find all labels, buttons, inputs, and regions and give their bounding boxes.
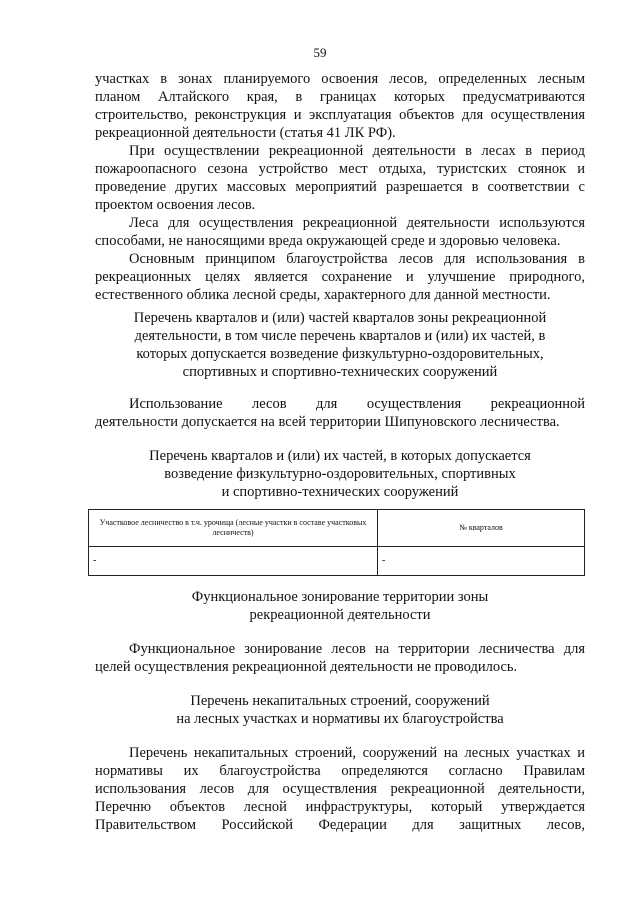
paragraph-zoning (95, 640, 585, 676)
heading-line: Перечень кварталов и (или) частей кварталов зоны рекреационной (133, 310, 547, 326)
paragraph-structures (95, 744, 585, 834)
paragraph-methods (95, 214, 585, 250)
text-line: рекреационных целях является сохранение и улучшение природного, (95, 269, 585, 285)
text-line: нормативы их благоустройства определяются согласно Правилам (95, 763, 585, 779)
heading-line: Перечень кварталов и (или) их частей, в которых допускается (149, 448, 531, 464)
section-heading-quarters-list (95, 309, 585, 381)
page-number: 59 (313, 45, 327, 60)
table-row (89, 547, 585, 576)
text-line: деятельности допускается на всей территории Шипуновского лесничества. (95, 414, 560, 430)
heading-line: которых допускается возведение физкультурно-оздоровительных, (136, 346, 544, 362)
quarters-table (88, 509, 585, 576)
text-line: При осуществлении рекреационной деятельности в лесах в период (129, 143, 585, 159)
table-cell: - (378, 547, 585, 576)
heading-line: на лесных участках и нормативы их благоустройства (176, 711, 504, 727)
heading-line: возведение физкультурно-оздоровительных, спортивных (164, 466, 516, 482)
text-line: пожароопасного сезона устройство мест отдыха, туристских стоянок и (95, 161, 585, 177)
table-cell: - (89, 547, 378, 576)
heading-line: деятельности, в том числе перечень кварталов и (или) их частей, в (134, 328, 546, 344)
paragraph-usage (95, 395, 585, 431)
text-line: использования лесов для осуществления рекреационной деятельности, (95, 781, 585, 797)
text-line: Использование лесов для осуществления рекреационной (129, 396, 585, 412)
table-header-quarters: № кварталов (378, 510, 585, 547)
text-line: рекреационной деятельности (статья 41 ЛК РФ). (95, 125, 396, 141)
paragraph-fire-season (95, 142, 585, 214)
text-line: целей осуществления рекреационной деятельности не проводилось. (95, 659, 518, 675)
heading-line: Функциональное зонирование территории зоны (191, 589, 489, 605)
paragraph-continuation (95, 70, 585, 142)
text-line: естественного облика лесной среды, характерного для данной местности. (95, 287, 551, 303)
heading-line: рекреационной деятельности (249, 607, 431, 623)
section-heading-zoning (95, 588, 585, 624)
text-line: планом Алтайского края, в границах которых предусматриваются (95, 89, 585, 105)
heading-line: и спортивно-технических сооружений (221, 484, 459, 500)
heading-line: Перечень некапитальных строений, сооружений (190, 693, 490, 709)
text-line: способами, не наносящими вреда окружающей среде и здоровью человека. (95, 233, 561, 249)
paragraph-principle (95, 250, 585, 304)
text-line: Правительством Российской Федерации для защитных лесов, (95, 817, 585, 833)
text-line: Перечень некапитальных строений, сооружений на лесных участках и (129, 745, 585, 761)
section-heading-structures (95, 692, 585, 728)
text-line: Функциональное зонирование лесов на территории лесничества для (129, 641, 585, 657)
section-heading-quarters-allowed (95, 447, 585, 501)
text-line: строительство, реконструкция и эксплуатация объектов для осуществления (95, 107, 585, 123)
text-line: Перечню объектов лесной инфраструктуры, который утверждается (95, 799, 585, 815)
text-line: Леса для осуществления рекреационной деятельности используются (129, 215, 585, 231)
table-header-row (89, 510, 585, 547)
table-header-forestry: Участковое лесничество в т.ч. урочища (лесные участки в составе участковых лесничеств) (89, 510, 378, 547)
heading-line: спортивных и спортивно-технических сооружений (182, 364, 498, 380)
text-line: Основным принципом благоустройства лесов для использования в (129, 251, 585, 267)
text-line: проектом освоения лесов. (95, 197, 256, 213)
text-line: участках в зонах планируемого освоения лесов, определенных лесным (95, 71, 585, 87)
text-line: проведение других массовых мероприятий разрешается в соответствии с (95, 179, 585, 195)
